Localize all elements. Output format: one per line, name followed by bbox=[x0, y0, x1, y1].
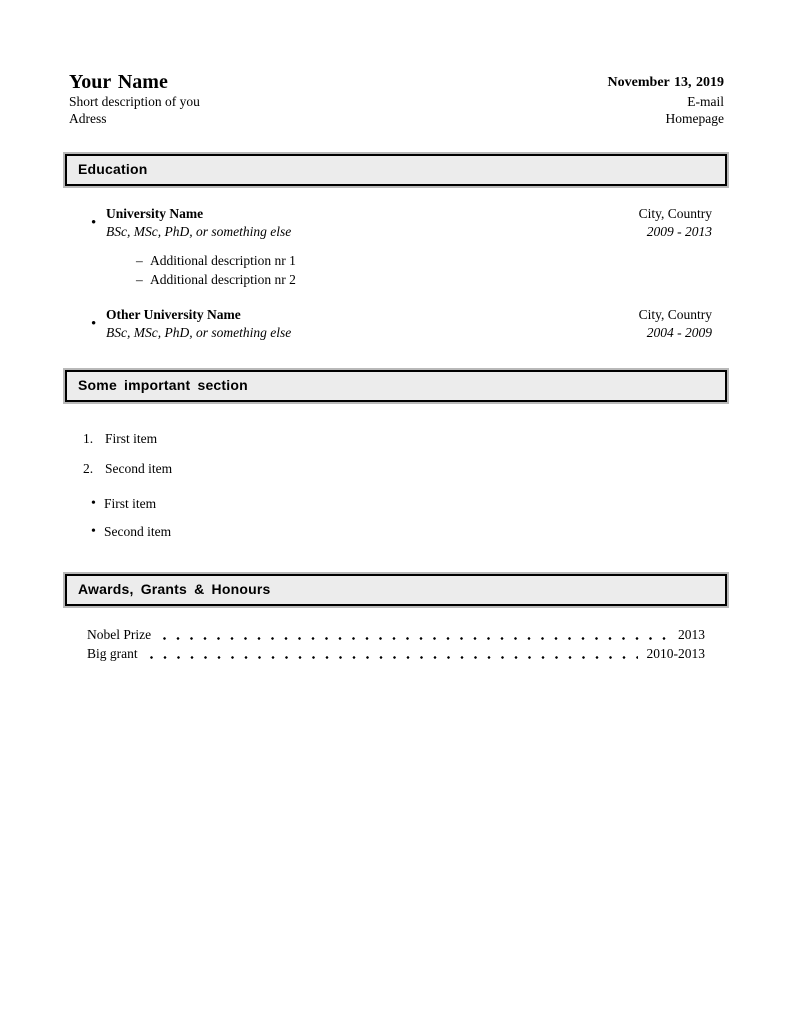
award-name: Nobel Prize bbox=[87, 627, 152, 642]
person-homepage: Homepage bbox=[665, 111, 724, 126]
bullet-item bbox=[69, 496, 724, 511]
numbered-item-text: Second item bbox=[105, 461, 173, 476]
detail-item bbox=[136, 251, 712, 270]
dot-leader bbox=[150, 644, 638, 663]
location-text: City, Country bbox=[638, 206, 712, 221]
number-label: 1. bbox=[83, 431, 94, 446]
detail-text: Additional description nr 1 bbox=[150, 253, 296, 268]
detail-item bbox=[136, 270, 712, 289]
section-title-important: Some important section bbox=[65, 370, 727, 402]
education-entry-left bbox=[106, 306, 291, 342]
dash-icon: – bbox=[136, 272, 143, 287]
person-email: E-mail bbox=[687, 94, 724, 109]
header-right bbox=[608, 72, 724, 127]
award-name: Big grant bbox=[87, 646, 138, 661]
person-address: Adress bbox=[69, 111, 107, 126]
header bbox=[69, 72, 724, 127]
award-row bbox=[69, 625, 724, 644]
section-title-education: Education bbox=[65, 154, 727, 186]
numbered-item-text: First item bbox=[105, 431, 158, 446]
header-date: November 13, 2019 bbox=[607, 75, 724, 90]
bullet-item-text: First item bbox=[104, 496, 157, 511]
numbered-item bbox=[69, 431, 724, 446]
institution-name: Other University Name bbox=[106, 307, 241, 322]
education-entry-head bbox=[106, 306, 712, 342]
dash-icon: – bbox=[136, 253, 143, 268]
years-text: 2009 - 2013 bbox=[646, 224, 712, 239]
section-frame-education bbox=[63, 152, 729, 188]
degree-text: BSc, MSc, PhD, or something else bbox=[106, 224, 292, 239]
education-details bbox=[106, 251, 712, 289]
education-entry-head bbox=[106, 205, 712, 241]
detail-text: Additional description nr 2 bbox=[150, 272, 296, 287]
degree-text: BSc, MSc, PhD, or something else bbox=[106, 325, 292, 340]
award-row bbox=[69, 644, 724, 663]
years-text: 2004 - 2009 bbox=[646, 325, 712, 340]
location-text: City, Country bbox=[638, 307, 712, 322]
education-list bbox=[69, 205, 712, 342]
institution-name: University Name bbox=[106, 206, 204, 221]
education-entry-right bbox=[639, 205, 712, 241]
award-year: 2013 bbox=[678, 627, 705, 642]
bullet-item-text: Second item bbox=[104, 524, 172, 539]
bullet-icon: • bbox=[91, 315, 97, 332]
education-entry-right bbox=[639, 306, 712, 342]
dot-leader bbox=[163, 625, 669, 644]
bullet-icon: • bbox=[91, 214, 97, 231]
education-entry-left bbox=[106, 205, 291, 241]
numbered-item bbox=[69, 461, 724, 476]
person-description: Short description of you bbox=[69, 94, 200, 109]
education-entry bbox=[69, 205, 712, 298]
section-title-awards: Awards, Grants & Honours bbox=[65, 574, 727, 606]
section-frame-important bbox=[63, 368, 729, 404]
important-section-lists bbox=[69, 431, 724, 539]
section-frame-awards bbox=[63, 572, 729, 608]
bullet-icon: • bbox=[91, 524, 96, 539]
education-entry-main bbox=[106, 205, 712, 298]
bullet-item bbox=[69, 524, 724, 539]
education-entry bbox=[69, 306, 712, 342]
number-label: 2. bbox=[83, 461, 94, 476]
header-left bbox=[69, 72, 200, 127]
award-year: 2010-2013 bbox=[646, 646, 705, 661]
education-entry-main bbox=[106, 306, 712, 342]
person-name: Your Name bbox=[69, 71, 168, 93]
bullet-icon: • bbox=[91, 496, 96, 511]
bullet-list bbox=[69, 496, 724, 539]
awards-list bbox=[69, 625, 724, 663]
